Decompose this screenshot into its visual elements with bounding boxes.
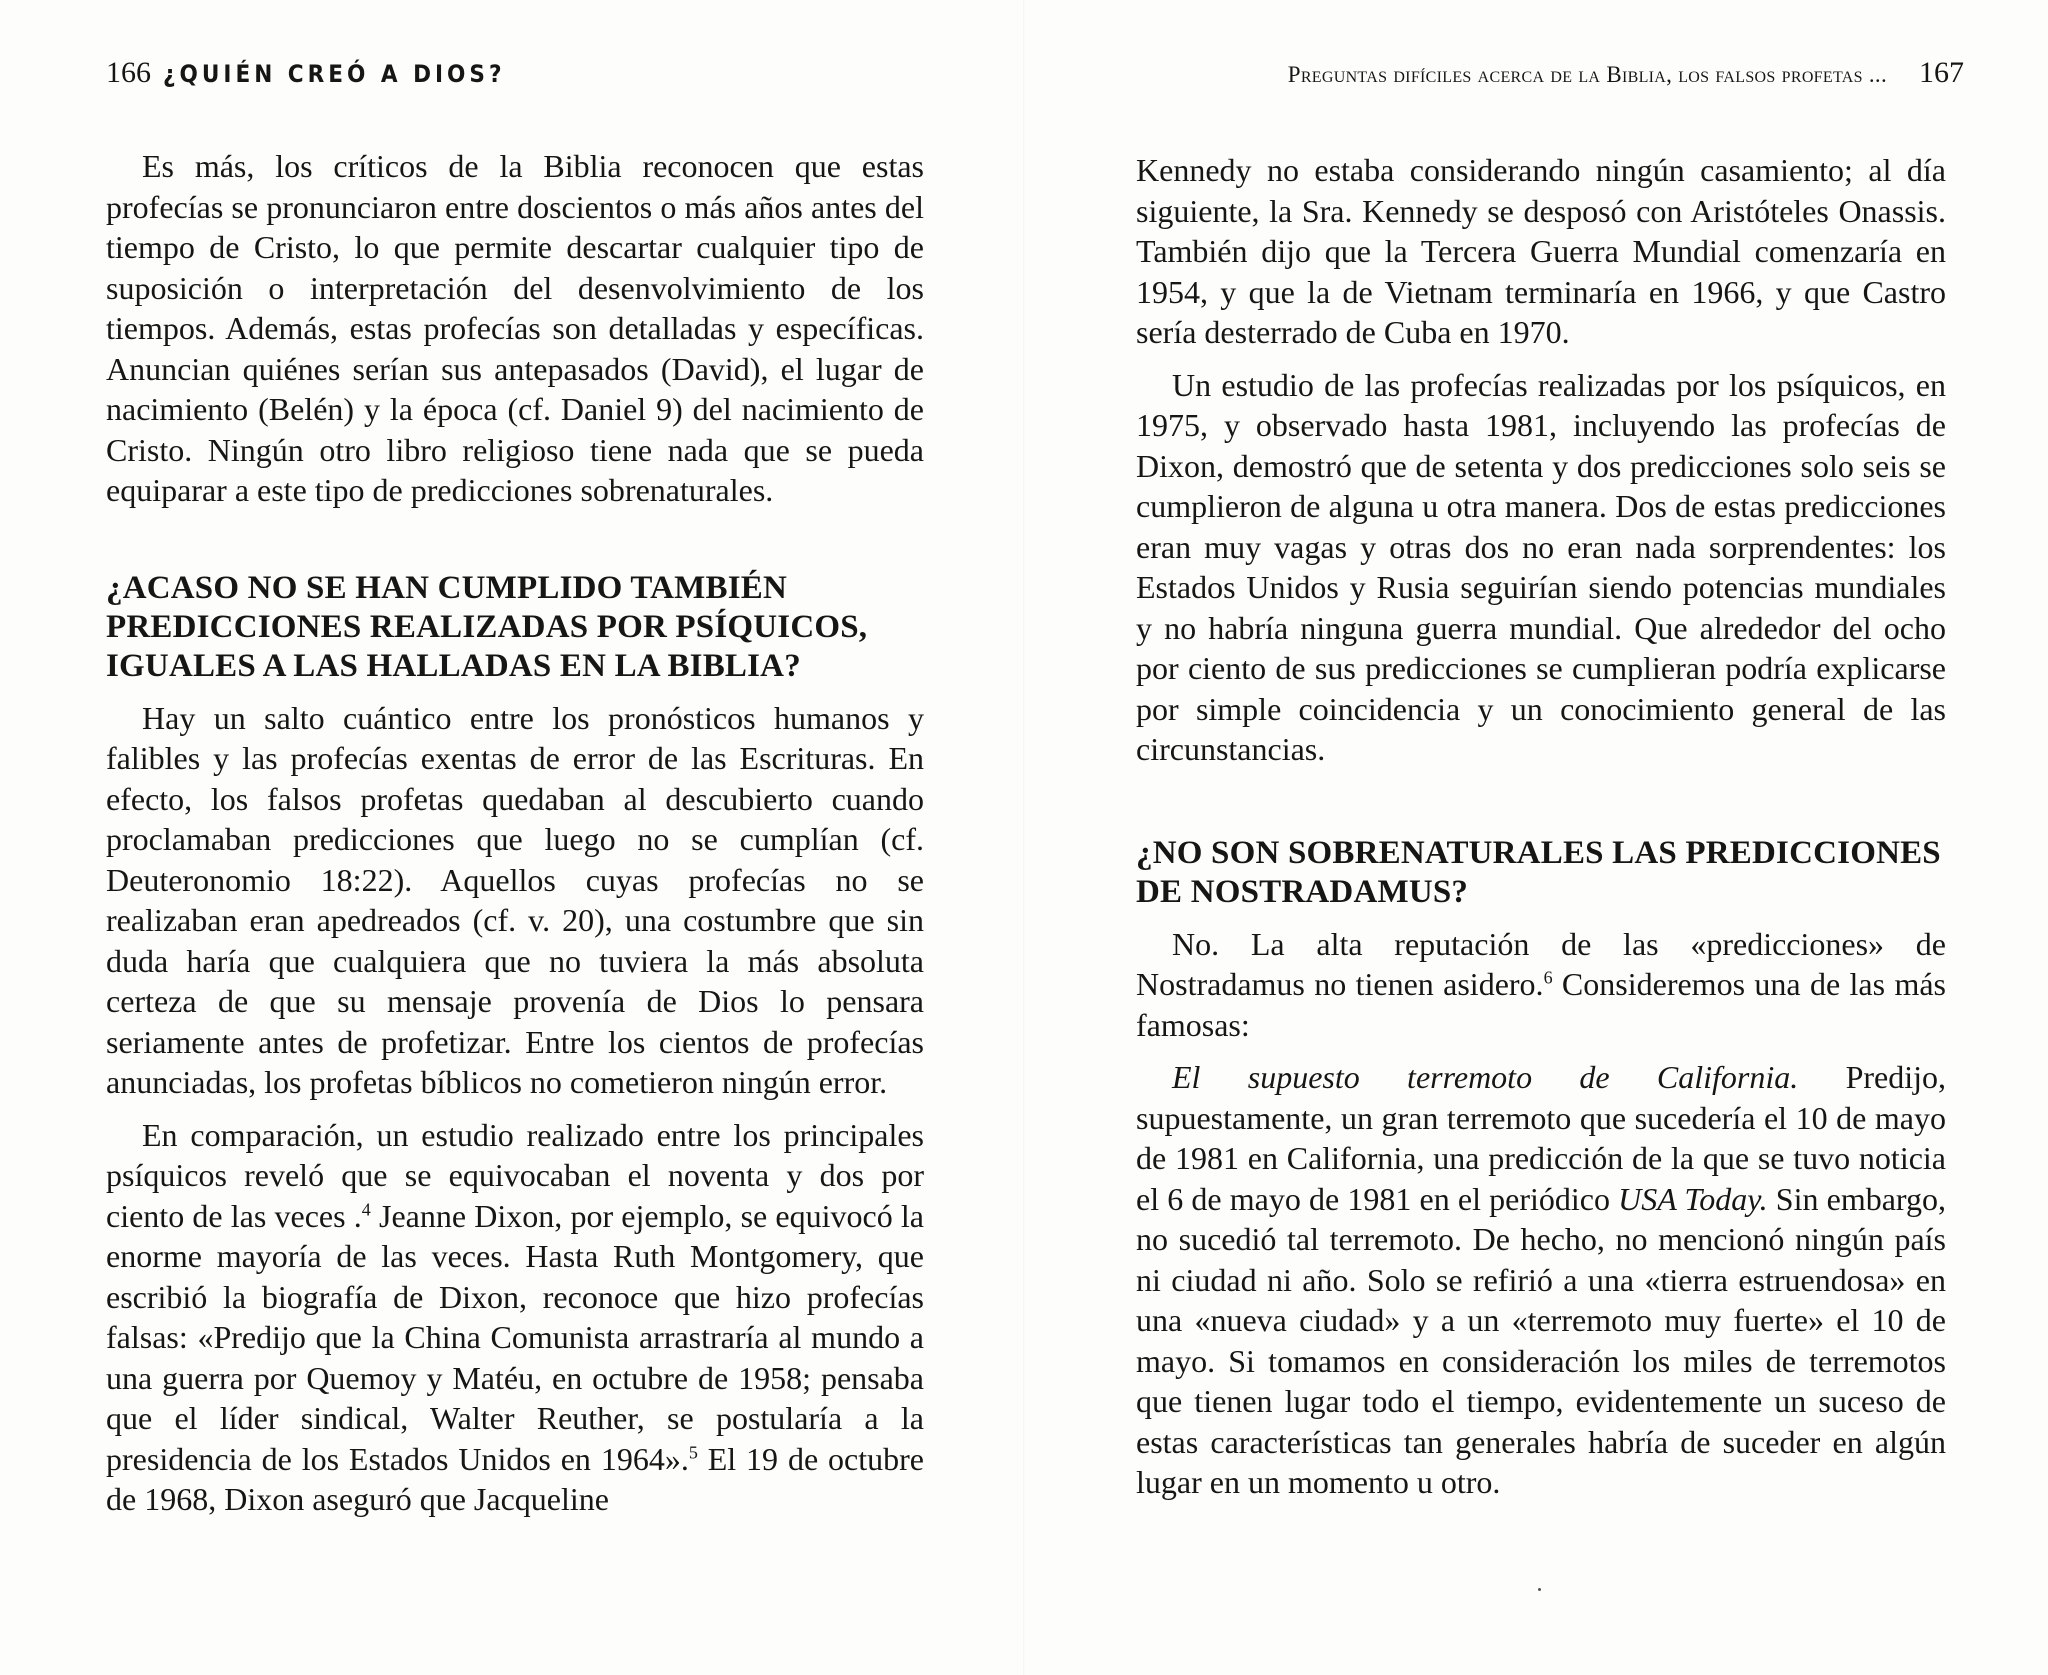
paragraph bbox=[1136, 924, 1946, 1046]
emphasis: El supuesto terremoto de California. bbox=[1172, 1059, 1799, 1095]
text-run: Predijo, supuestamente, un gran terremoto que sucedería el 10 de mayo de 1981 en California, una predicción de la que se tuvo noticia el 6 de mayo de 1981 en el periódico bbox=[1136, 1059, 1947, 1217]
text-run: Jeanne Dixon, por ejemplo, se equivocó la enorme mayoría de las veces. Hasta Ruth Montgomery, que escribió la biografía de Dixon, reconoce que hizo profecías falsas: «Predijo que la China Comunista arrastraría al mundo a una guerra por Quemoy y Matéu, en octubre de 1958; pensaba que el líder sindical, Walter Reuther, se postularía a la presidencia de los Estados Unidos en 1964». bbox=[106, 1197, 925, 1477]
page-number: 167 bbox=[1919, 56, 1964, 89]
right-body-text bbox=[1136, 150, 1946, 1515]
book-title: ¿QUIÉN CREÓ A DIOS? bbox=[163, 60, 506, 88]
text-run: No. La alta reputación de las «predicciones» de Nostradamus no tienen asidero. bbox=[1136, 925, 1946, 1002]
left-running-head bbox=[106, 56, 926, 96]
right-running-head bbox=[1184, 56, 1964, 96]
text-run: Consideremos una de las más famosas: bbox=[1136, 966, 1947, 1043]
section-heading: ¿ACASO NO SE HAN CUMPLIDO TAMBIÉN PREDICCIONES REALIZADAS POR PSÍQUICOS, IGUALES A LAS HALLADAS EN LA BIBLIA? bbox=[106, 569, 868, 684]
paragraph: Un estudio de las profecías realizadas por los psíquicos, en 1975, y observado hasta 1981, incluyendo las profecías de Dixon, demostró que de setenta y dos predicciones solo seis se cumplieron de alguna u otra manera. Dos de estas predicciones eran muy vagas y otras dos no eran nada sorprendentes: los Estados Unidos y Rusia seguirían siendo potencias mundiales y no habría ninguna guerra mundial. Que alrededor del ocho por ciento de sus predicciones se cumplieran podría explicarse por simple coincidencia y un conocimiento general de las circunstancias. bbox=[1136, 366, 1946, 767]
section-heading: ¿NO SON SOBRENATURALES LAS PREDICCIONES DE NOSTRADAMUS? bbox=[1136, 834, 1941, 910]
text-run: El 19 de octubre de 1968, Dixon aseguró que Jacqueline bbox=[106, 1440, 925, 1517]
paragraph bbox=[1136, 1057, 1946, 1503]
paragraph bbox=[106, 1115, 924, 1520]
text-run: En comparación, un estudio realizado entre los principales psíquicos reveló que se equivocaban el noventa y dos por ciento de las veces . bbox=[106, 1116, 924, 1234]
chapter-title: Preguntas difíciles acerca de la Biblia, los falsos profetas ... bbox=[1287, 62, 1887, 87]
paragraph: Hay un salto cuántico entre los pronósticos humanos y falibles y las profecías exentas de error de las Escrituras. En efecto, los falsos profetas quedaban al descubierto cuando proclamaban predicciones que luego no se cumplían (cf. Deuteronomio 18:22). Aquellos cuyas profecías no se realizaban eran apedreados (cf. v. 20), una costumbre que sin duda haría que cualquiera que no tuviera la más absoluta certeza de que su mensaje provenía de Dios lo pensara seriamente antes de profetizar. Entre los cientos de profecías anunciadas, los profetas bíblicos no cometieron ningún error. bbox=[106, 699, 924, 1100]
footnote-marker: 6 bbox=[1543, 967, 1553, 988]
right-page bbox=[1024, 0, 2048, 1675]
page-number: 166 bbox=[106, 56, 151, 89]
emphasis: USA Today. bbox=[1618, 1180, 1768, 1217]
text-run: Sin embargo, no sucedió tal terremoto. De hecho, no mencionó ningún país ni ciudad ni año. Solo se refirió a una «tierra estruendosa» en una «nueva ciudad» y a un «terremoto muy fuerte» el 10 de mayo. Si tomamos en consideración los miles de terremotos que tienen lugar todo el tiempo, evidentemente un suceso de estas características tan generales habría de suceder en algún lugar en un momento u otro. bbox=[1136, 1180, 1947, 1500]
scan-speck bbox=[1538, 1588, 1541, 1591]
paragraph: Kennedy no estaba considerando ningún casamiento; al día siguiente, la Sra. Kennedy se desposó con Aristóteles Onassis. También dijo que la Tercera Guerra Mundial comenzaría en 1954, y que la de Vietnam terminaría en 1966, y que Castro sería desterrado de Cuba en 1970. bbox=[1136, 152, 1946, 350]
footnote-marker: 4 bbox=[361, 1198, 371, 1219]
paragraph: Es más, los críticos de la Biblia reconocen que estas profecías se pronunciaron entre doscientos o más años antes del tiempo de Cristo, lo que permite descartar cualquier tipo de suposición o interpretación del desenvolvimiento de los tiempos. Además, estas profecías son detalladas y específicas. Anuncian quiénes serían sus antepasados (David), el lugar de nacimiento (Belén) y la época (cf. Daniel 9) del nacimiento de Cristo. Ningún otro libro religioso tiene nada que se pueda equiparar a este tipo de predicciones sobrenaturales. bbox=[106, 148, 924, 508]
footnote-marker: 5 bbox=[688, 1441, 698, 1462]
left-body-text bbox=[106, 146, 924, 1532]
